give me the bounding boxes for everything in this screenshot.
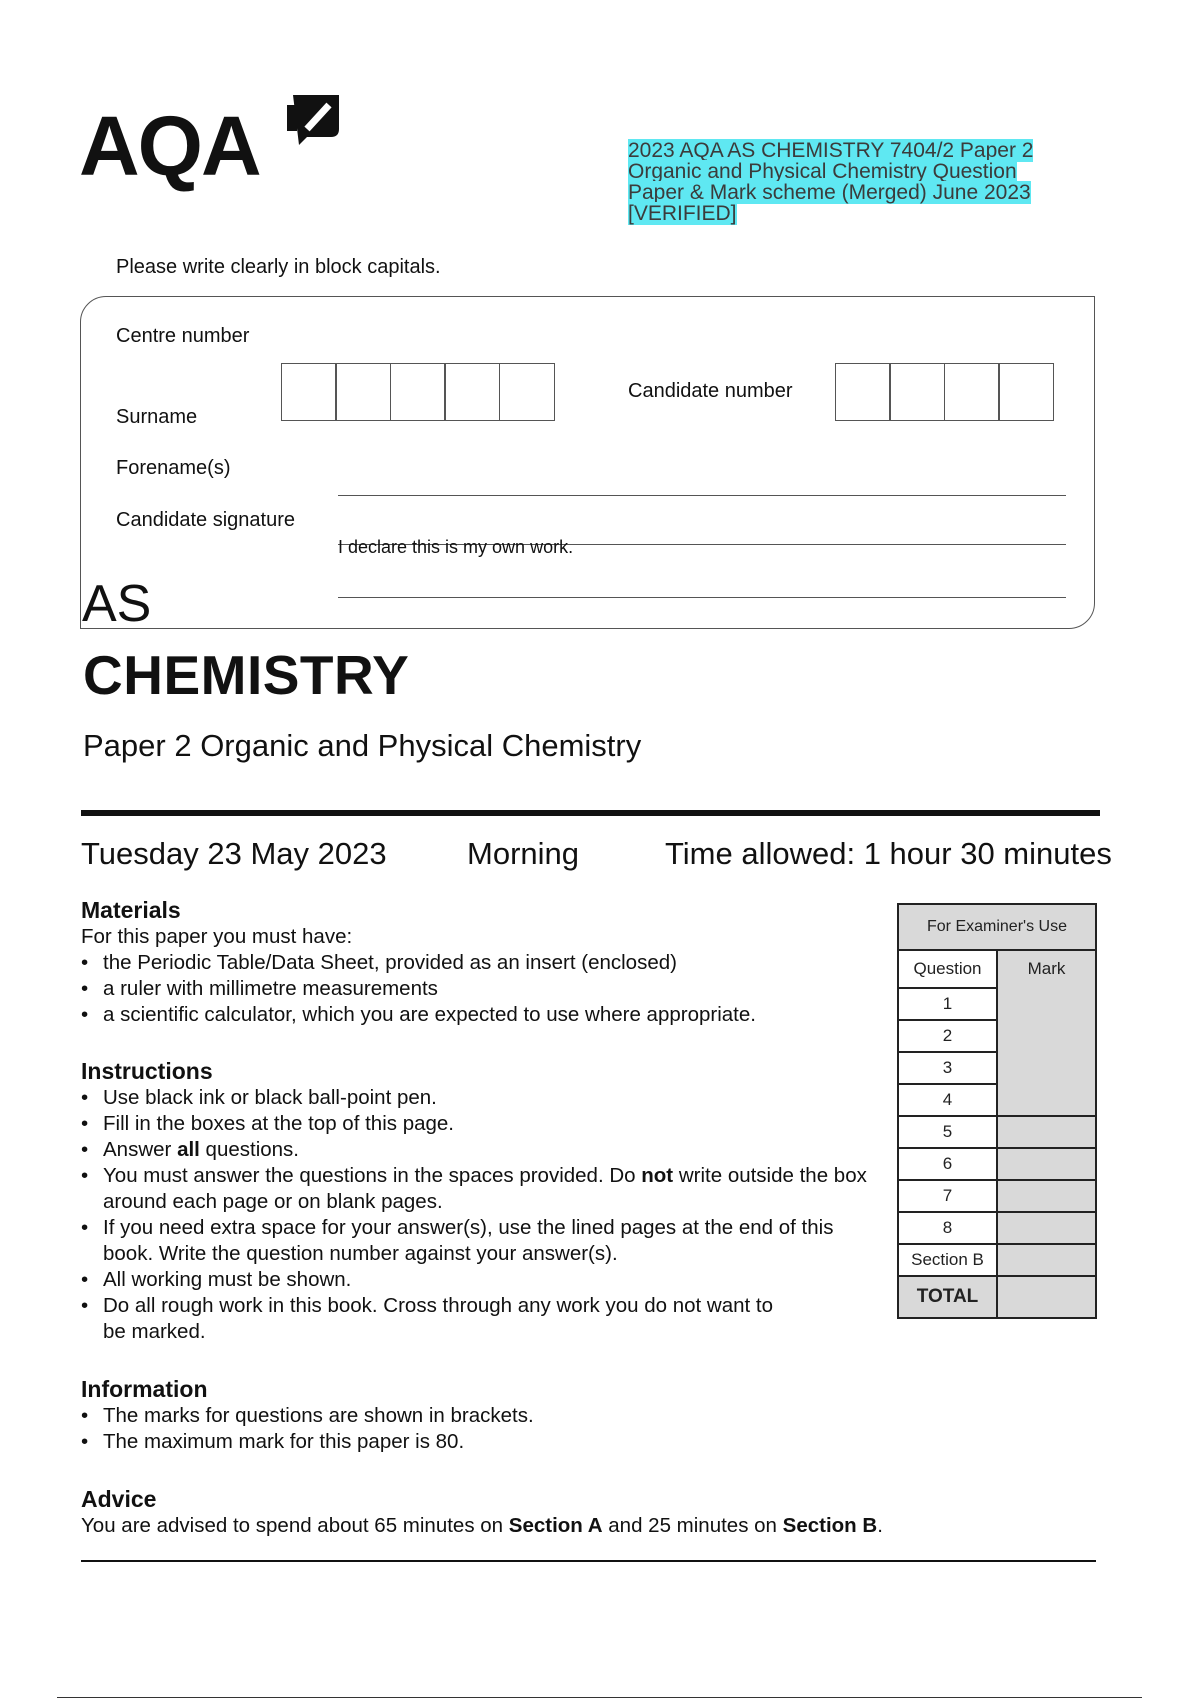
examiner-table-title: For Examiner's Use: [898, 904, 1096, 950]
list-item: • the Periodic Table/Data Sheet, provided as an insert (enclosed): [81, 950, 881, 976]
examiner-use-table: [897, 903, 1097, 1319]
mark-column-header: Mark: [997, 950, 1096, 1116]
instructions-section: [81, 1058, 871, 1345]
document-title: 2023 AQA AS CHEMISTRY 7404/2 Paper 2 Organic and Physical Chemistry Question Paper & Mark scheme (Merged) June 2023 [VERIFIED]: [628, 139, 1034, 225]
total-mark-cell[interactable]: [997, 1276, 1096, 1318]
question-row: Section B: [898, 1244, 997, 1276]
centre-digit-box[interactable]: [390, 363, 446, 421]
subject-title: CHEMISTRY: [83, 644, 410, 706]
list-item: • You must answer the questions in the spaces provided. Do not write outside the box around each page or on blank pages.: [81, 1163, 871, 1215]
candidate-digit-box[interactable]: [835, 363, 891, 421]
materials-intro: For this paper you must have:: [81, 925, 353, 948]
list-item: • If you need extra space for your answer(s), use the lined pages at the end of this book. Write the question number against your answer(s).: [81, 1215, 871, 1267]
list-item: • Fill in the boxes at the top of this page.: [81, 1111, 871, 1137]
centre-number-boxes[interactable]: [282, 363, 555, 421]
list-item: • Answer all questions.: [81, 1137, 871, 1163]
materials-section: [81, 897, 881, 1028]
candidate-digit-box[interactable]: [889, 363, 945, 421]
materials-list: [81, 950, 881, 1028]
question-row: 1: [898, 988, 997, 1020]
list-item: • a scientific calculator, which you are expected to use where appropriate.: [81, 1002, 881, 1028]
information-list: [81, 1403, 881, 1455]
materials-heading: Materials: [81, 897, 181, 923]
signature-label: Candidate signature: [116, 509, 296, 531]
list-item: • All working must be shown.: [81, 1267, 871, 1293]
list-item: • The marks for questions are shown in brackets.: [81, 1403, 881, 1429]
mark-cell[interactable]: [997, 1116, 1096, 1148]
exam-session: Morning: [467, 836, 579, 871]
aqa-logo-mark-icon: [285, 93, 341, 147]
question-row: 4: [898, 1084, 997, 1116]
list-item: • a ruler with millimetre measurements: [81, 976, 881, 1002]
centre-digit-box[interactable]: [444, 363, 500, 421]
advice-section: [81, 1486, 1096, 1539]
total-label: TOTAL: [898, 1276, 997, 1318]
list-item: • Use black ink or black ball-point pen.: [81, 1085, 871, 1111]
time-allowed: Time allowed: 1 hour 30 minutes: [665, 836, 1112, 871]
information-heading: Information: [81, 1376, 208, 1402]
question-row: 2: [898, 1020, 997, 1052]
mark-cell[interactable]: [997, 1180, 1096, 1212]
mark-cell[interactable]: [997, 1244, 1096, 1276]
advice-heading: Advice: [81, 1486, 157, 1512]
question-row: 8: [898, 1212, 997, 1244]
forenames-line[interactable]: [338, 495, 1066, 496]
question-row: 7: [898, 1180, 997, 1212]
instructions-list: [81, 1085, 871, 1345]
information-section: [81, 1376, 881, 1455]
candidate-digit-box[interactable]: [944, 363, 1000, 421]
candidate-number-boxes[interactable]: [836, 363, 1054, 421]
question-row: 6: [898, 1148, 997, 1180]
list-item: • Do all rough work in this book. Cross through any work you do not want to be marked.: [81, 1293, 783, 1345]
page-bottom-line: [57, 1697, 1142, 1698]
aqa-logo: AQA: [79, 99, 260, 193]
advice-text: You are advised to spend about 65 minutes on Section A and 25 minutes on Section B.: [81, 1514, 883, 1537]
mark-cell[interactable]: [997, 1148, 1096, 1180]
level-label: AS: [82, 575, 152, 633]
footer-divider: [81, 1560, 1096, 1562]
centre-digit-box[interactable]: [499, 363, 555, 421]
question-row: 5: [898, 1116, 997, 1148]
instructions-heading: Instructions: [81, 1058, 213, 1084]
candidate-digit-box[interactable]: [998, 363, 1054, 421]
centre-number-label: Centre number: [116, 325, 250, 347]
paper-title: Paper 2 Organic and Physical Chemistry: [83, 728, 642, 763]
list-item: • The maximum mark for this paper is 80.: [81, 1429, 881, 1455]
mark-cell[interactable]: [997, 1212, 1096, 1244]
surname-line[interactable]: [338, 597, 1066, 598]
forenames-label: Forename(s): [116, 457, 231, 479]
header-divider: [81, 810, 1100, 816]
question-row: 3: [898, 1052, 997, 1084]
centre-digit-box[interactable]: [335, 363, 391, 421]
block-capitals-instruction: Please write clearly in block capitals.: [116, 256, 441, 278]
centre-digit-box[interactable]: [281, 363, 337, 421]
candidate-number-label: Candidate number: [628, 380, 793, 402]
surname-label: Surname: [116, 406, 198, 428]
declaration-text: I declare this is my own work.: [338, 537, 574, 557]
question-column-header: Question: [898, 950, 997, 988]
exam-date: Tuesday 23 May 2023: [81, 836, 387, 871]
